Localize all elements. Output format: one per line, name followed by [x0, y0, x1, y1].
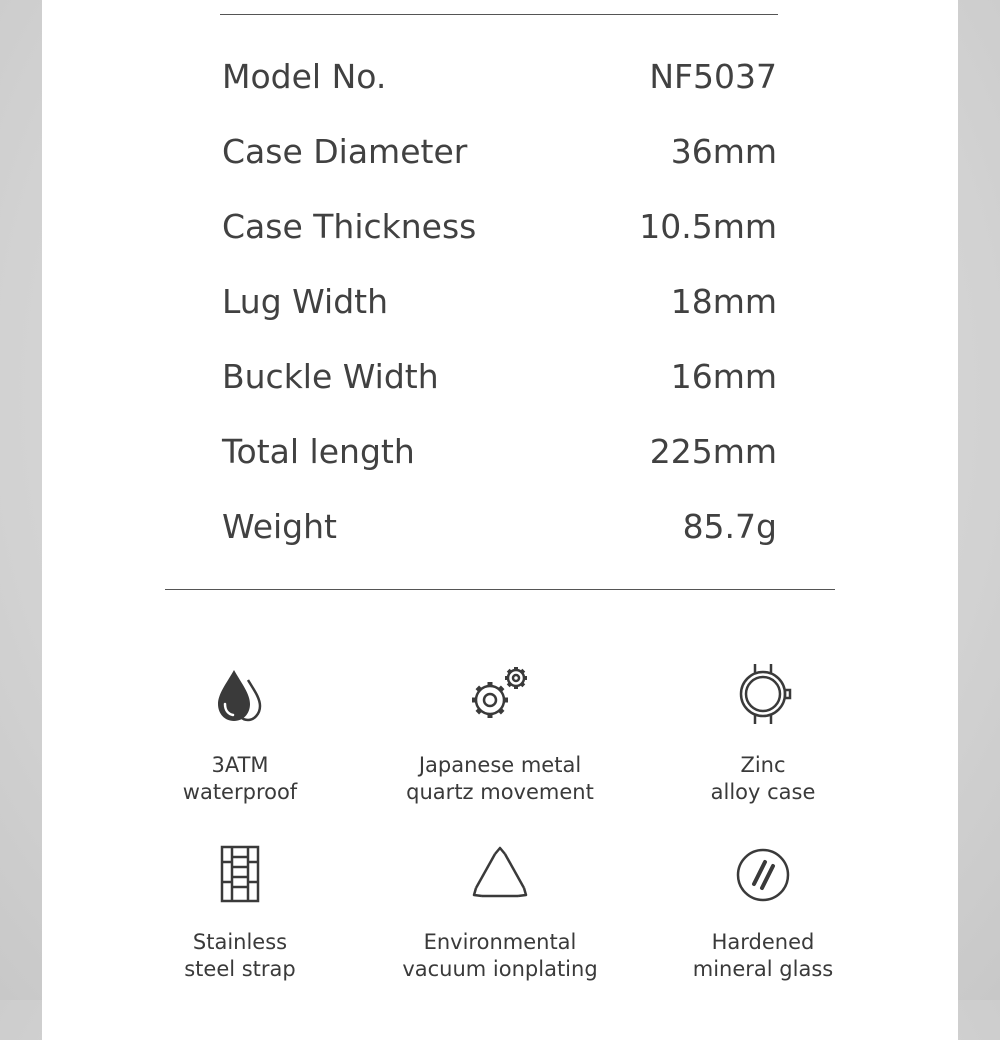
spec-row-model [222, 55, 777, 99]
water-drops-icon [212, 666, 268, 726]
spec-row-case-diameter [222, 130, 777, 174]
feature-caption-line1: Stainless [192, 930, 288, 954]
feature-caption-line2: steel strap [184, 957, 296, 981]
spec-value: 10.5mm [639, 207, 777, 246]
feature-caption-line2: vacuum ionplating [402, 957, 598, 981]
spec-value: 18mm [670, 282, 777, 321]
spec-label: Lug Width [222, 282, 389, 321]
feature-caption-line1: 3ATM [211, 753, 269, 777]
mineral-glass-icon [734, 846, 792, 904]
spec-value: 225mm [649, 432, 777, 471]
spec-value: 36mm [670, 132, 777, 171]
spec-value: 16mm [670, 357, 777, 396]
feature-caption-line1: Japanese metal [418, 753, 582, 777]
spec-value: 85.7g [682, 507, 777, 546]
feature-caption-line1: Environmental [423, 930, 577, 954]
recycle-triangle-icon [470, 846, 530, 902]
middle-divider [165, 589, 835, 590]
spec-label: Buckle Width [222, 357, 439, 396]
steel-strap-icon [218, 844, 262, 904]
feature-caption-line2: quartz movement [406, 780, 594, 804]
feature-caption-line2: alloy case [710, 780, 816, 804]
feature-caption-line2: waterproof [182, 780, 298, 804]
feature-caption-line1: Zinc [740, 753, 786, 777]
spec-label: Case Diameter [222, 132, 468, 171]
spec-row-weight [222, 505, 777, 549]
spec-value: NF5037 [649, 57, 777, 96]
spec-row-lug-width [222, 280, 777, 324]
spec-label: Case Thickness [222, 207, 477, 246]
spec-label: Total length [222, 432, 415, 471]
feature-caption-line1: Hardened [711, 930, 815, 954]
spec-row-buckle-width [222, 355, 777, 399]
spec-label: Weight [222, 507, 337, 546]
spec-row-total-length [222, 430, 777, 474]
spec-label: Model No. [222, 57, 387, 96]
top-divider [220, 14, 778, 15]
watch-case-icon [733, 662, 793, 726]
feature-caption-line2: mineral glass [692, 957, 834, 981]
gears-icon [464, 662, 536, 726]
spec-row-case-thickness [222, 205, 777, 249]
